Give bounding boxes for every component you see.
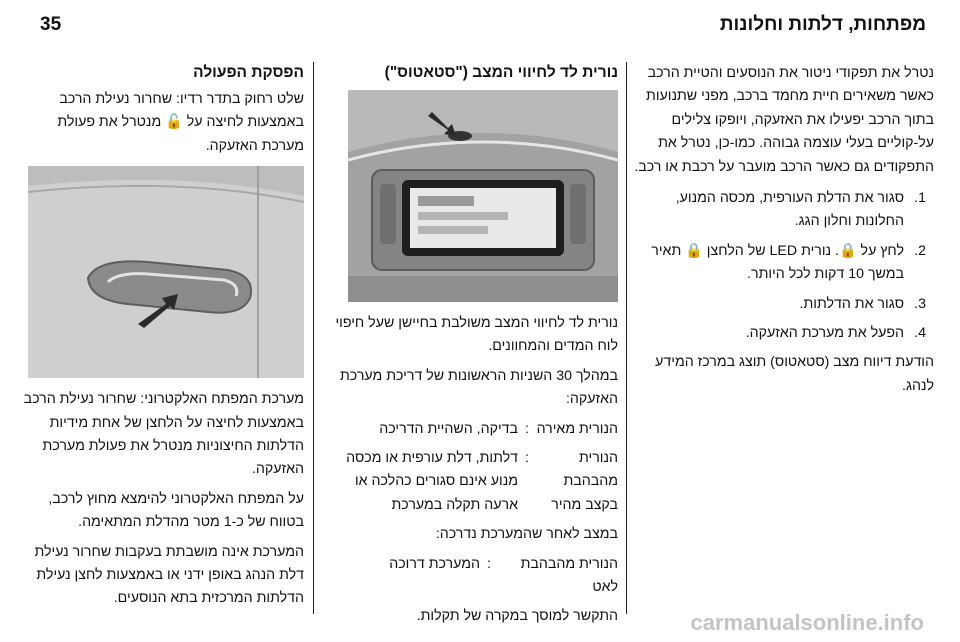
column-divider bbox=[626, 62, 627, 614]
steps-list bbox=[634, 187, 934, 345]
column-left bbox=[22, 62, 304, 617]
chapter-title: מפתחות, דלתות וחלונות bbox=[719, 14, 926, 35]
section-title: נורית לד לחיווי המצב ("סטאטוס") bbox=[384, 64, 618, 81]
paragraph: על המפתח האלקטרוני להימצא מחוץ לרכב, בטווח של כ-1 מטר מהדלת המתאימה. bbox=[48, 490, 304, 531]
definition-row: הנורית מהבהבת בקצב מהיר : דלתות, דלת עורפית או מכסה מנוע אינם סגורים כהלכה או ארעה תקלה במערכת bbox=[346, 450, 618, 513]
paragraph: מערכת המפתח האלקטרוני: שחרור נעילת הרכב באמצעות לחיצה על הלחצן של אחת מידיות הדלתות החיצוניות מנטרל את פעולת מערכת האזעקה. bbox=[23, 391, 304, 478]
paragraph: שלט רחוק בתדר רדיו: שחרור נעילת הרכב באמצעות לחיצה על 🔓 מנטרל את פעולת מערכת האזעקה. bbox=[57, 91, 304, 154]
definition-row: הנורית מהבהבת לאט : המערכת דרוכה bbox=[389, 555, 618, 596]
status-definitions bbox=[322, 553, 618, 600]
door-handle-illustration bbox=[28, 166, 304, 378]
dashboard-illustration bbox=[348, 90, 618, 302]
page-number: 35 bbox=[40, 14, 62, 35]
page-header bbox=[0, 0, 960, 48]
paragraph: במצב לאחר שהמערכת נדרכה: bbox=[435, 526, 618, 543]
paragraph: במהלך 30 השניות הראשונות של דריכת מערכת האזעקה: bbox=[340, 367, 618, 408]
column-middle bbox=[322, 62, 618, 635]
status-definitions bbox=[322, 418, 618, 518]
paragraph: המערכת אינה מושבתת בעקבות שחרור נעילת דלת הנהג באופן ידני או באמצעות לחצן נעילת הדלתות המרכזית בתא הנוסעים. bbox=[34, 543, 304, 607]
door-handle-figure bbox=[28, 166, 304, 378]
column-divider bbox=[313, 62, 314, 614]
step-item: 2. לחץ על 🔒. נורית LED של הלחצן 🔒 תאיר במשך 10 דקות לכל היותר. bbox=[651, 242, 926, 283]
watermark: carmanualsonline.info bbox=[690, 610, 924, 635]
dashboard-sensor-figure bbox=[348, 90, 618, 302]
paragraph: נורית לד לחיווי המצב משולבת בחיישן שעל חיפוי לוח המדים והמחוונים. bbox=[335, 315, 618, 355]
column-right bbox=[634, 62, 934, 404]
paragraph: הודעת דיווח מצב (סטאטוס) תוצג במרכז המידע לנהג. bbox=[655, 354, 934, 394]
step-item: 1. סגור את הדלת העורפית, מכסה המנוע, החלונות וחלון הגג. bbox=[675, 190, 926, 230]
section-title: הפסקת הפעולה bbox=[193, 64, 304, 81]
paragraph: נטרל את תפקודי ניטור את הנוסעים והטיית הרכב כאשר משאירים חיית מחמד ברכב, מפני שתנועות בתוך הרכב יפעילו את האזעקה, ויופקו צלילים על-קוליים בעלי עוצמה גבוהה. כמו-כן, נטרל את התפקודים גם כאשר הרכב מועבר על רכבת או רכב. bbox=[634, 65, 934, 175]
definition-row: הנורית מאירה : בדיקה, השהיית הדריכה bbox=[379, 420, 618, 437]
step-item: 4. הפעל את מערכת האזעקה. bbox=[745, 325, 926, 342]
paragraph: התקשר למוסך במקרה של תקלות. bbox=[416, 608, 618, 625]
step-item: 3. סגור את הדלתות. bbox=[799, 295, 926, 312]
